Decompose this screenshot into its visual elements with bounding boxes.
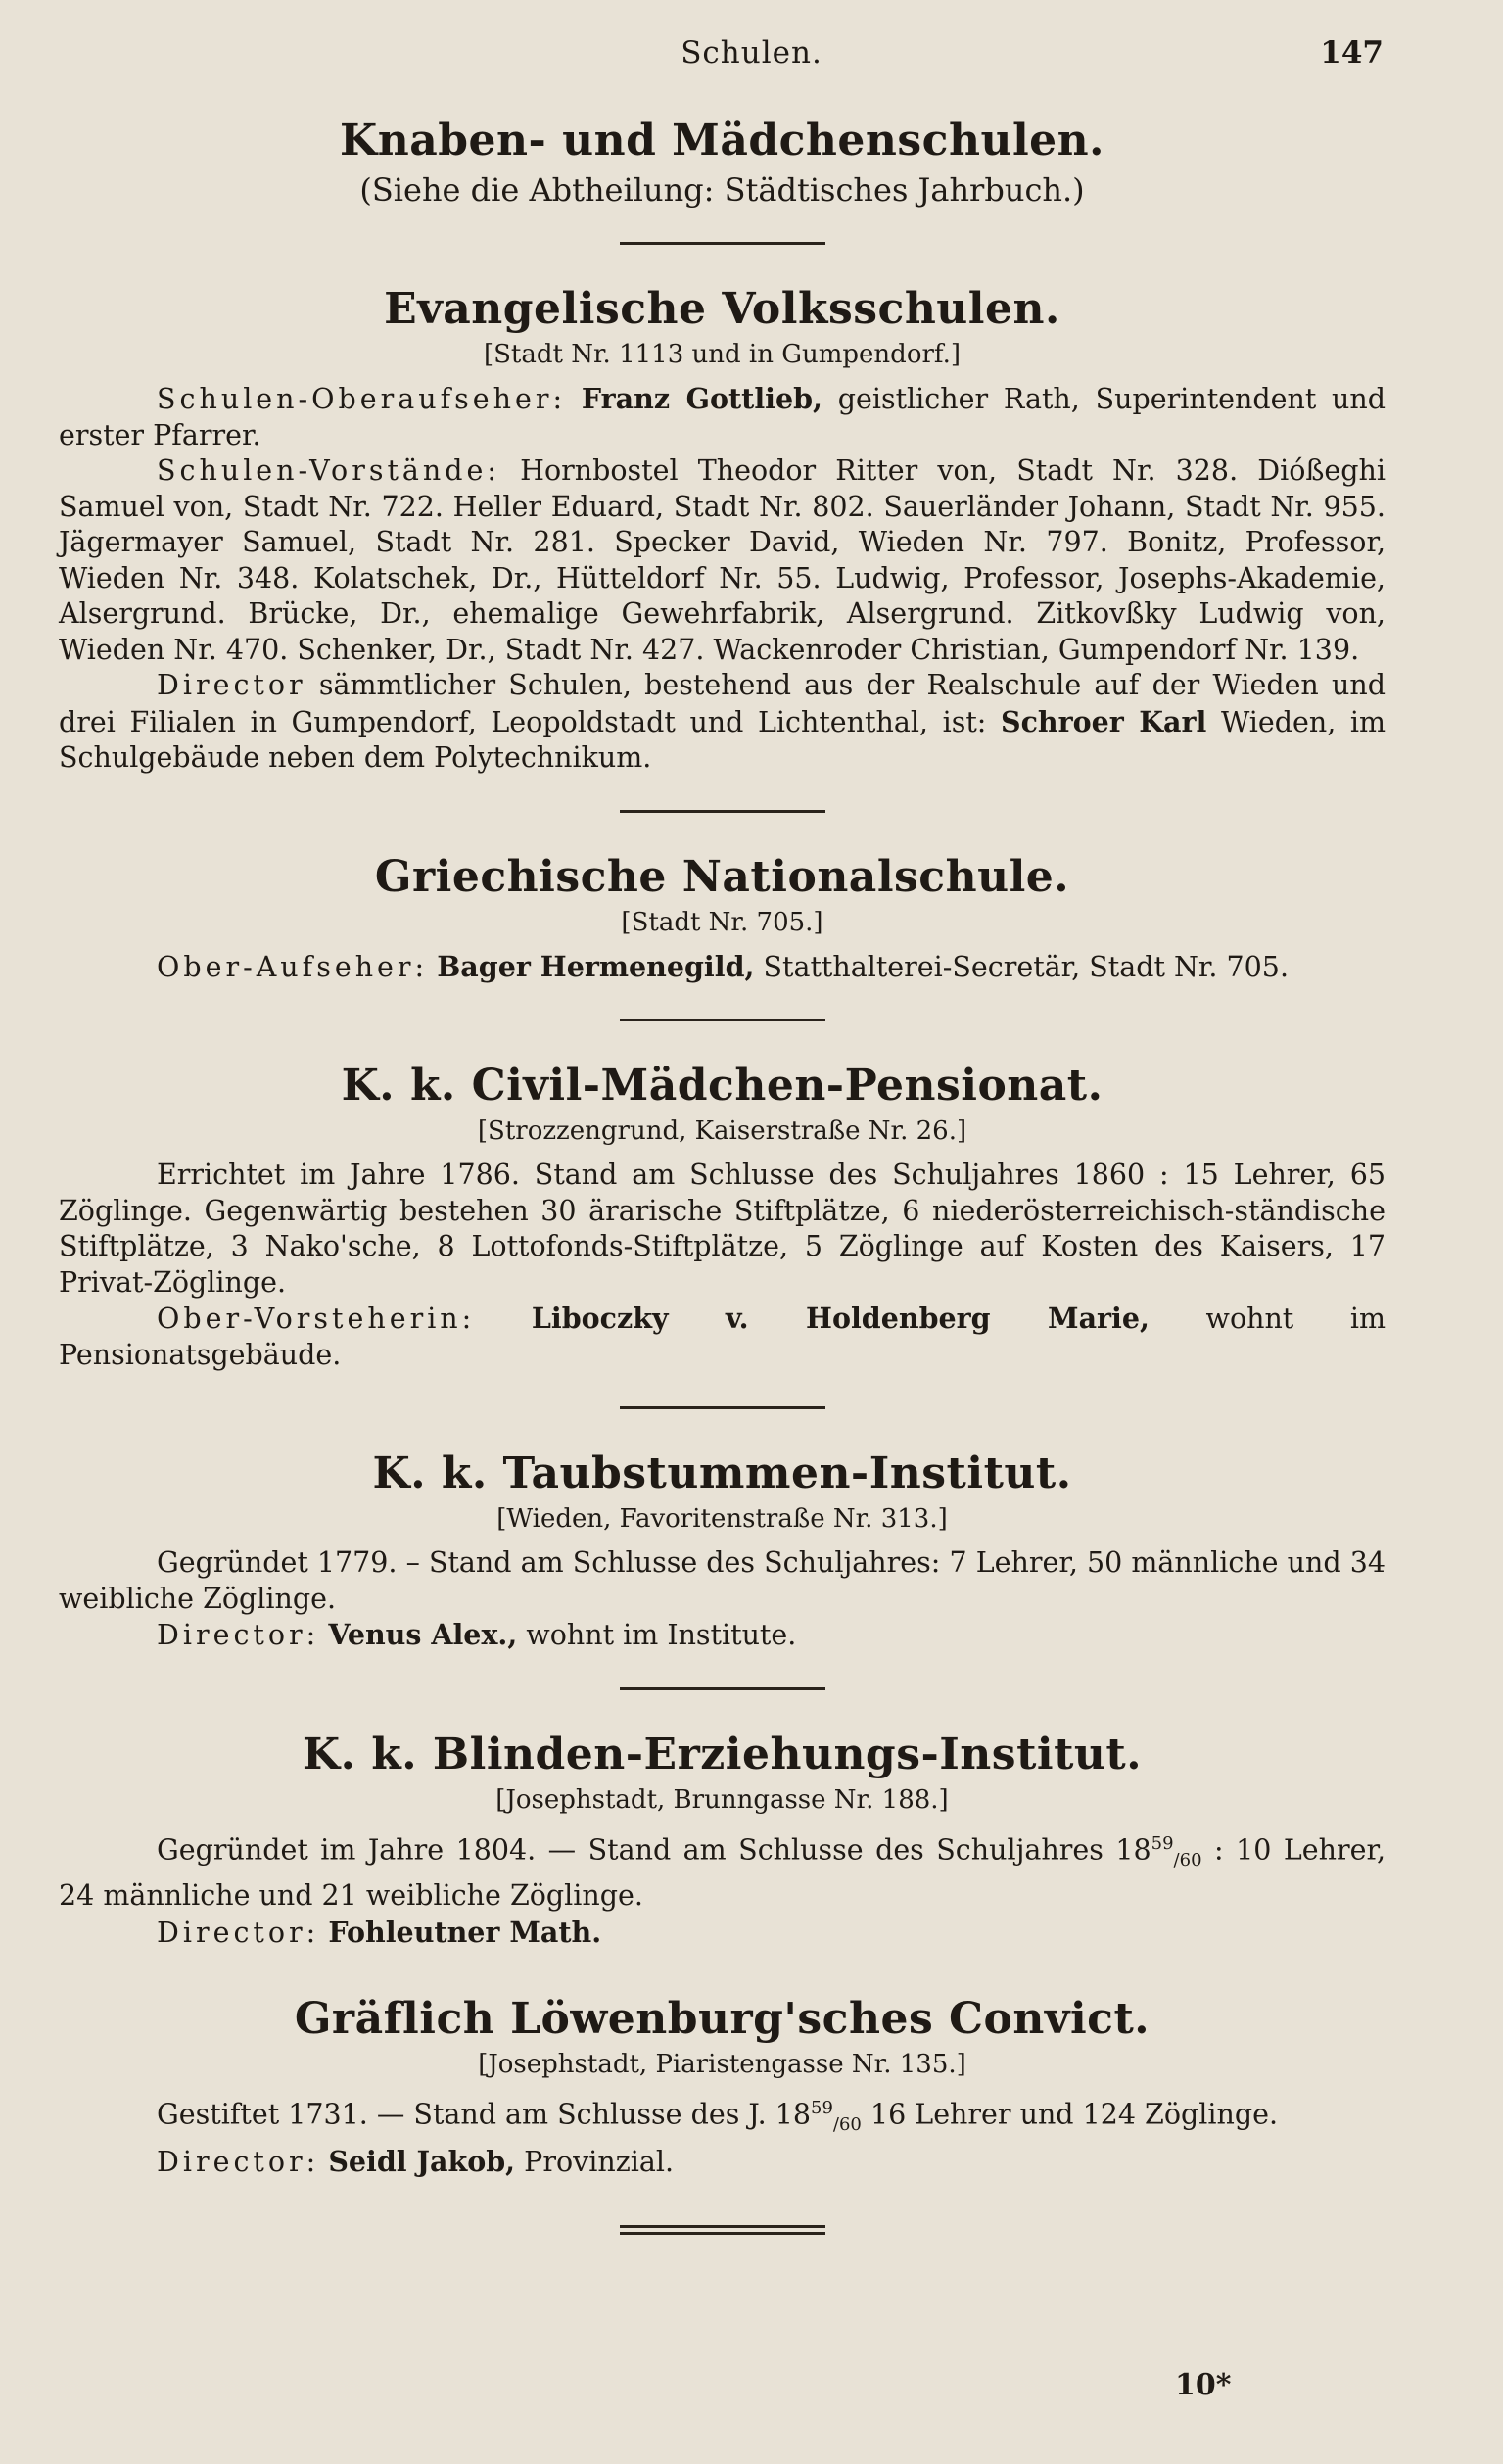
paragraph-history: Gegründet 1779. – Stand am Schlusse des Schuljahres: 7 Lehrer, 50 männliche und 34 weibliche Zöglinge. [59, 1546, 1386, 1615]
signature-mark: 10* [1175, 2368, 1232, 2402]
section-heading: Knaben- und Mädchenschulen. [340, 116, 1104, 166]
section-address: [Strozzengrund, Kaiserstraße Nr. 26.] [477, 1116, 967, 1146]
role-label: Schulen-Vorstände: [157, 454, 500, 487]
role-label: Schulen-Oberaufseher: [157, 383, 567, 415]
section-loewenburg-convict [59, 1994, 1386, 2180]
role-label: Director: [157, 2145, 320, 2178]
paragraph-director [59, 2144, 1386, 2181]
section-divider [620, 1406, 825, 1409]
spacer [59, 1951, 1386, 1994]
section-taubstummen-institut [59, 1448, 1386, 1654]
person-name: Schroer Karl [1000, 704, 1207, 738]
paragraph-text: wohnt im Pensionatsgebäude. [59, 1303, 1386, 1371]
paragraph-text-tail: Wieden, im Schulgebäude neben dem Polytechnikum. [59, 705, 1386, 774]
paragraph-text-tail: 16 Lehrer und 124 Zöglinge. [869, 2098, 1279, 2131]
paragraph-vorsteherin [59, 1301, 1386, 1373]
paragraph-vorstaende [59, 453, 1386, 668]
section-civil-maedchen-pensionat [59, 1061, 1386, 1373]
section-evangelische-volksschulen [59, 284, 1386, 777]
section-heading: Gräflich Löwenburg'sches Convict. [294, 1994, 1151, 2045]
paragraph-text-tail: : 10 Lehrer, 24 männliche und 21 weibliche Zöglinge. [59, 1833, 1386, 1913]
year-fraction-numerator: 59 [811, 2098, 833, 2119]
section-griechische-nationalschule [59, 852, 1386, 986]
section-address: [Josephstadt, Brunngasse Nr. 188.] [495, 1784, 949, 1815]
section-divider [620, 810, 825, 813]
role-label: Director: [157, 1619, 320, 1651]
page-content [59, 116, 1386, 2235]
section-divider [620, 1019, 825, 1021]
role-label: Ober-Vorsteherin: [157, 1303, 476, 1335]
paragraph-text: wohnt im Institute. [526, 1619, 797, 1651]
section-heading: K. k. Taubstummen-Institut. [372, 1448, 1072, 1498]
section-heading: Griechische Nationalschule. [374, 851, 1070, 902]
paragraph-text: Gestiftet 1731. — Stand am Schlusse des J. 18 [157, 2098, 811, 2131]
section-heading: K. k. Blinden-Erziehungs-Institut. [302, 1729, 1143, 1779]
paragraph-oberaufseher [59, 949, 1386, 986]
role-label: Director [157, 669, 306, 701]
closing-double-rule [620, 2225, 825, 2235]
year-fraction-denominator: /60 [832, 2114, 862, 2136]
paragraph-history [59, 2091, 1386, 2144]
paragraph-text: sämmtlicher Schulen, bestehend aus der Realschule auf der Wieden und drei Filialen in Gumpendorf, Leopoldstadt und Lichtenthal, ist: [59, 669, 1386, 738]
person-name: Liboczky v. Holdenberg Marie, [531, 1302, 1150, 1335]
section-address: [Stadt Nr. 1113 und in Gumpendorf.] [483, 340, 962, 369]
role-label: Ober-Aufseher: [157, 950, 429, 983]
paragraph-text: geistlicher Rath, Superintendent und erster Pfarrer. [59, 383, 1386, 451]
paragraph-history: Errichtet im Jahre 1786. Stand am Schlusse des Schuljahres 1860 : 15 Lehrer, 65 Zöglinge. Gegenwärtig bestehen 30 ärarische Stiftplätze, 6 niederösterreichisch-ständische Stiftplätze, 3 Nako'sche, 8 Lottofonds-Stiftplätze, 5 Zöglinge auf Kosten des Kaisers, 17 Privat-Zöglinge. [59, 1159, 1386, 1299]
paragraph-text: Provinzial. [524, 2145, 674, 2178]
year-fraction-denominator: /60 [1173, 1849, 1202, 1871]
person-name: Bager Hermenegild, [437, 949, 755, 983]
section-blinden-institut [59, 1730, 1386, 1952]
person-name: Franz Gottlieb, [581, 382, 822, 415]
paragraph-oberaufseher [59, 381, 1386, 453]
section-subtitle: (Siehe die Abtheilung: Städtisches Jahrbuch.) [359, 171, 1085, 209]
section-address: [Wieden, Favoritenstraße Nr. 313.] [496, 1504, 948, 1534]
person-name: Seidl Jakob, [328, 2144, 516, 2178]
paragraph-director [59, 1617, 1386, 1654]
section-divider [620, 1687, 825, 1690]
page-number: 147 [1320, 35, 1384, 71]
year-fraction-numerator: 59 [1151, 1832, 1174, 1854]
section-address: [Josephstadt, Piaristengasse Nr. 135.] [478, 2050, 966, 2080]
paragraph-text: Gegründet im Jahre 1804. — Stand am Schlusse des Schuljahres 18 [157, 1833, 1151, 1866]
section-heading: K. k. Civil-Mädchen-Pensionat. [341, 1061, 1104, 1111]
paragraph-text: Statthalterei-Secretär, Stadt Nr. 705. [763, 950, 1290, 983]
person-name: Fohleutner Math. [328, 1915, 602, 1949]
paragraph-text: Hornbostel Theodor Ritter von, Stadt Nr. 328. Dióßeghi Samuel von, Stadt Nr. 722. Heller Eduard, Stadt Nr. 802. Sauerländer Johann, Stadt Nr. 955. Jägermayer Samuel, Stadt Nr. 281. Specker David, Wieden Nr. 797. Bonitz, Professor, Wieden Nr. 348. Kolatschek, Dr., Hütteldorf Nr. 55. Ludwig, Professor, Josephs-Akademie, Alsergrund. Brücke, Dr., ehemalige Gewehrfabrik, Alsergrund. Zitkovßky Ludwig von, Wieden Nr. 470. Schenker, Dr., Stadt Nr. 427. Wackenroder Christian, Gumpendorf Nr. 139. [59, 454, 1386, 666]
role-label: Director: [157, 1916, 320, 1949]
paragraph-director [59, 1915, 1386, 1952]
person-name: Venus Alex., [328, 1618, 518, 1651]
paragraph-director [59, 668, 1386, 777]
section-knaben-maedchen [59, 116, 1386, 209]
running-head [0, 31, 1503, 80]
section-heading: Evangelische Volksschulen. [384, 284, 1060, 334]
section-divider [620, 242, 825, 245]
section-address: [Stadt Nr. 705.] [621, 907, 823, 937]
running-title: Schulen. [681, 35, 822, 71]
paragraph-history [59, 1826, 1386, 1915]
